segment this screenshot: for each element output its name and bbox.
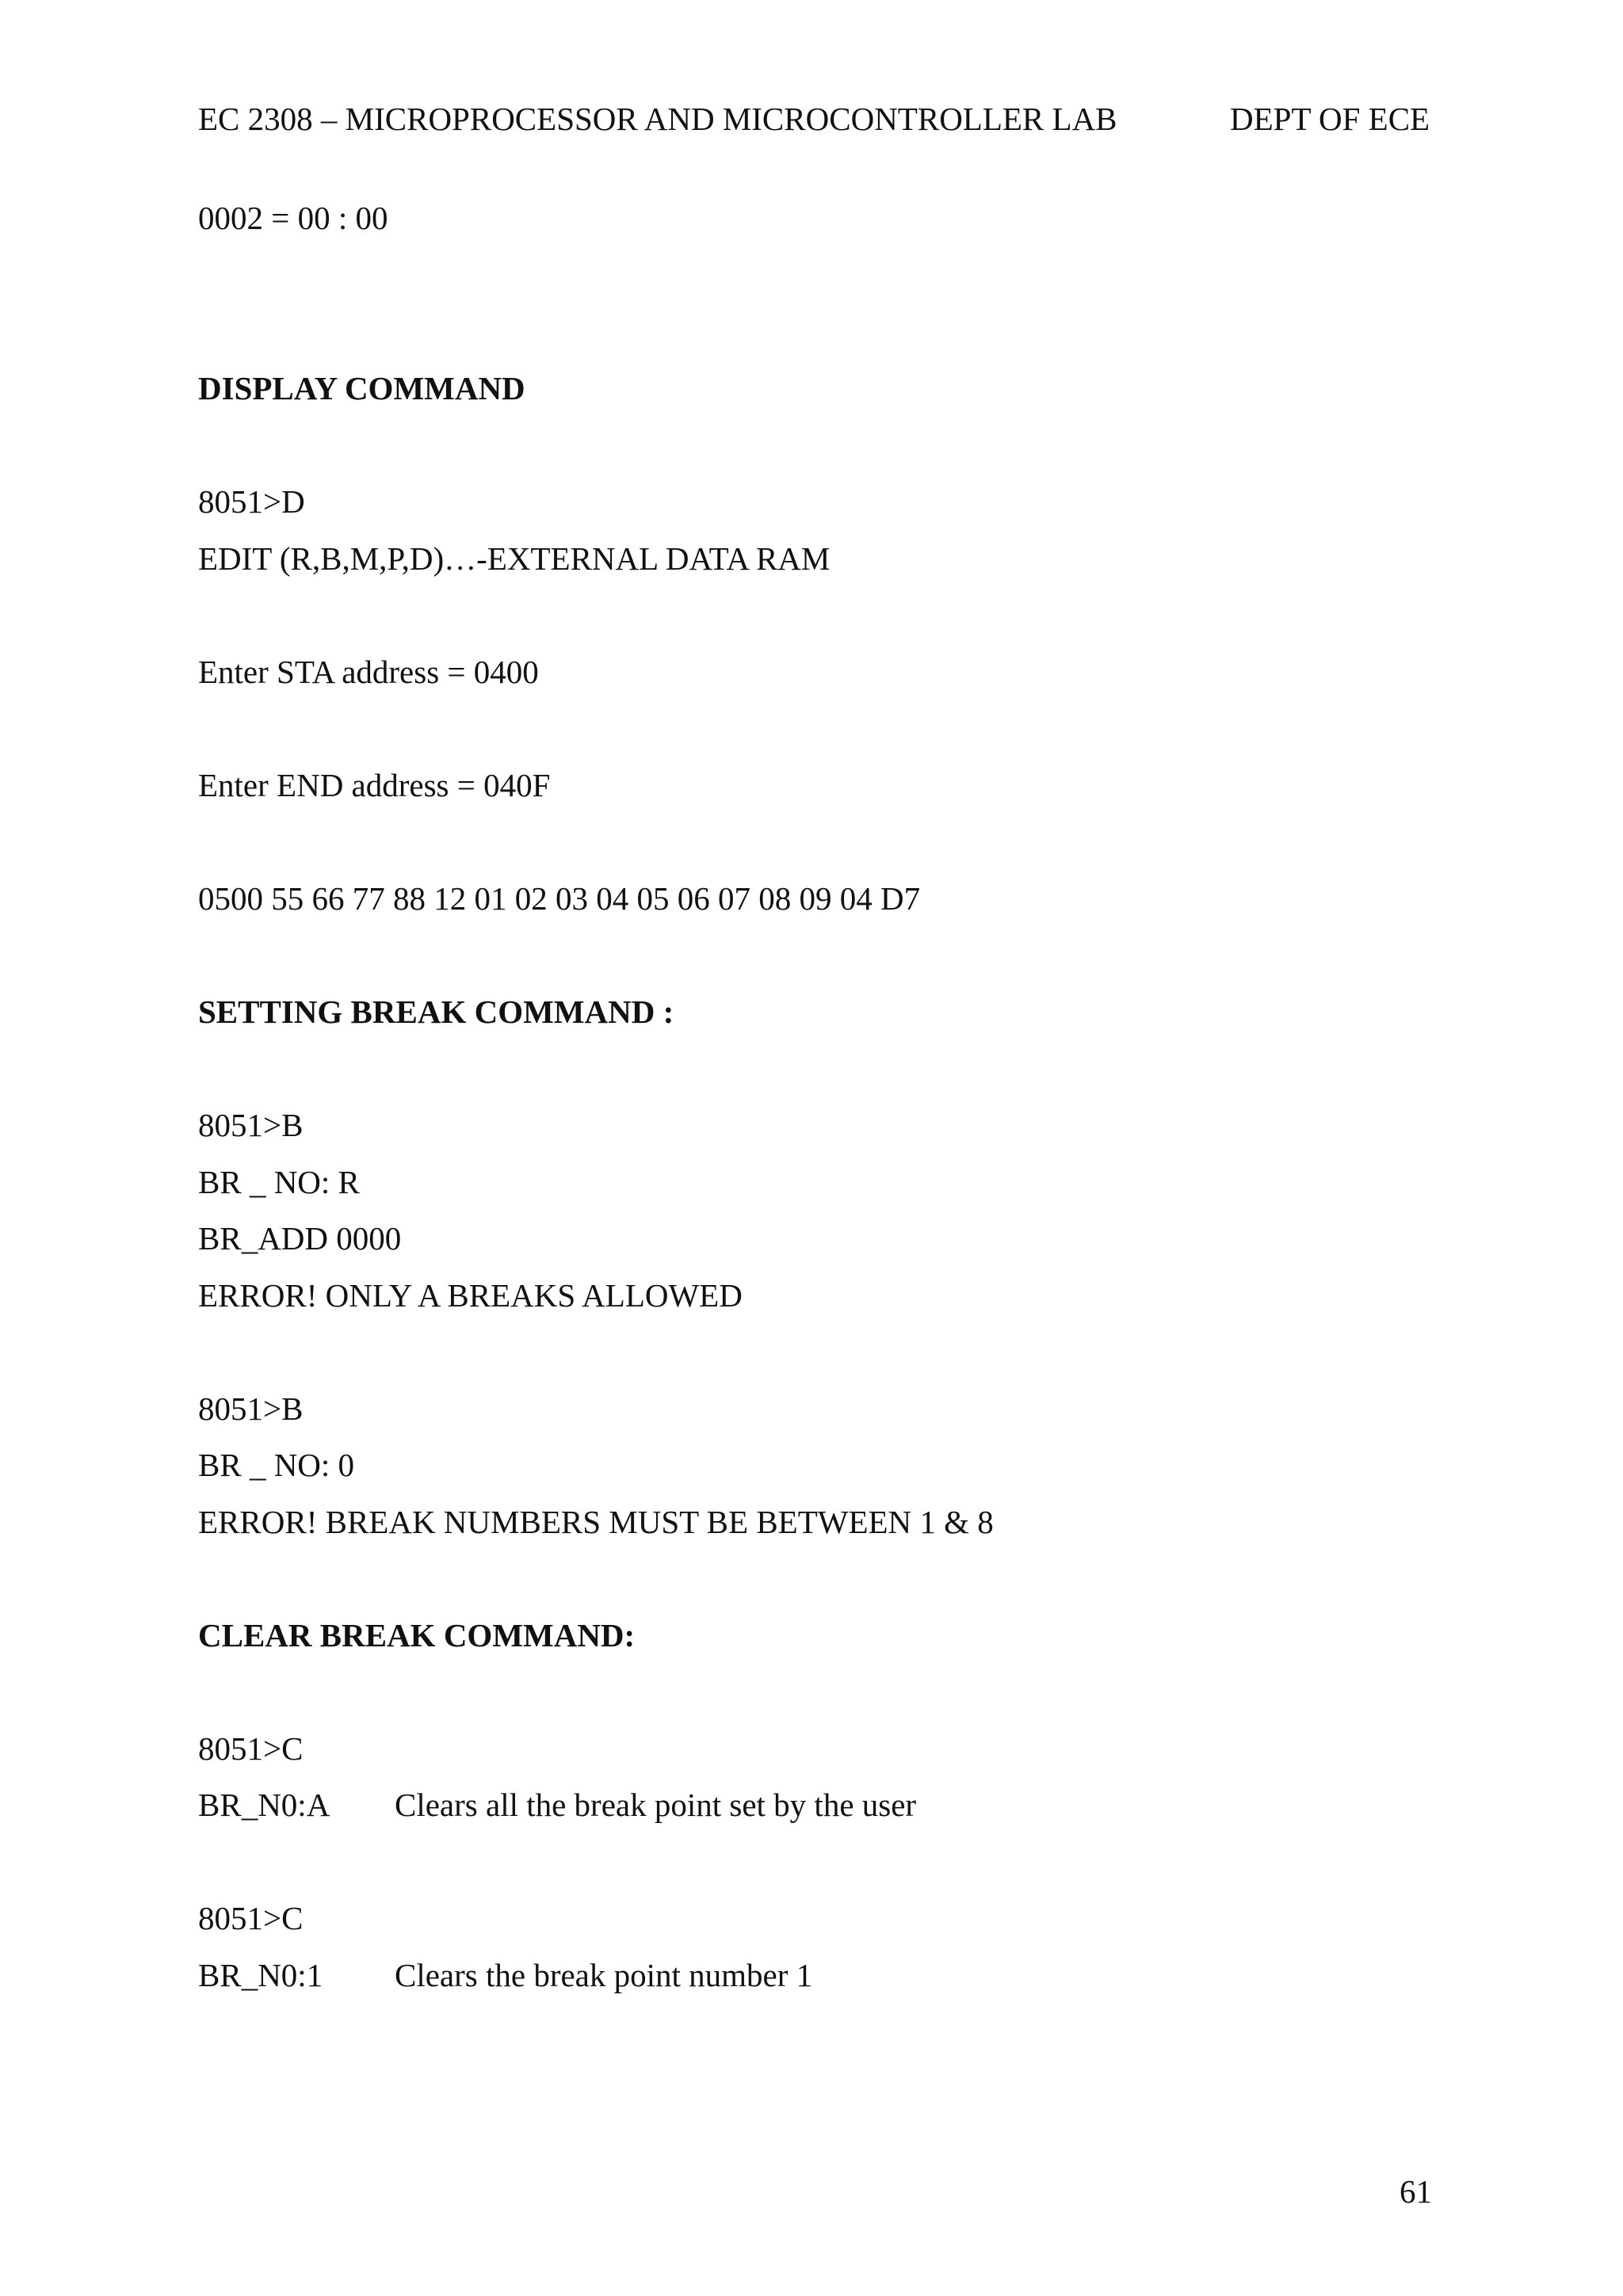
setting-break-heading: SETTING BREAK COMMAND : <box>198 994 674 1030</box>
clear-break-prompt-2: 8051>C <box>198 1900 304 1936</box>
display-edit-line: EDIT (R,B,M,P,D)…-EXTERNAL DATA RAM <box>198 540 831 577</box>
clear-break-description-1: Clears all the break point set by the user <box>395 1787 917 1823</box>
display-command-heading: DISPLAY COMMAND <box>198 370 525 406</box>
set-break-number-2: BR _ NO: 0 <box>198 1447 355 1483</box>
display-end-address: Enter END address = 040F <box>198 767 551 803</box>
set-break-prompt-1: 8051>B <box>198 1107 304 1143</box>
set-break-number-1: BR _ NO: R <box>198 1164 360 1200</box>
header-course-title: EC 2308 – MICROPROCESSOR AND MICROCONTROLLER LAB <box>198 101 1117 137</box>
clear-break-number-2: BR_N0:1 <box>198 1957 323 1993</box>
display-memory-dump: 0500 55 66 77 88 12 01 02 03 04 05 06 07 08 09 04 D7 <box>198 880 921 917</box>
set-break-error-1: ERROR! ONLY A BREAKS ALLOWED <box>198 1277 743 1314</box>
set-break-address-1: BR_ADD 0000 <box>198 1220 402 1257</box>
display-sta-address: Enter STA address = 0400 <box>198 654 539 690</box>
set-break-error-2: ERROR! BREAK NUMBERS MUST BE BETWEEN 1 & 8 <box>198 1504 994 1540</box>
top-result-line: 0002 = 00 : 00 <box>198 200 388 236</box>
clear-break-prompt-1: 8051>C <box>198 1730 304 1767</box>
clear-break-description-2: Clears the break point number 1 <box>395 1957 813 1993</box>
display-prompt: 8051>D <box>198 483 305 520</box>
page-number: 61 <box>1400 2173 1432 2210</box>
clear-break-heading: CLEAR BREAK COMMAND: <box>198 1617 636 1653</box>
clear-break-number-1: BR_N0:A <box>198 1787 330 1823</box>
header-department: DEPT OF ECE <box>1230 101 1430 137</box>
set-break-prompt-2: 8051>B <box>198 1390 304 1427</box>
